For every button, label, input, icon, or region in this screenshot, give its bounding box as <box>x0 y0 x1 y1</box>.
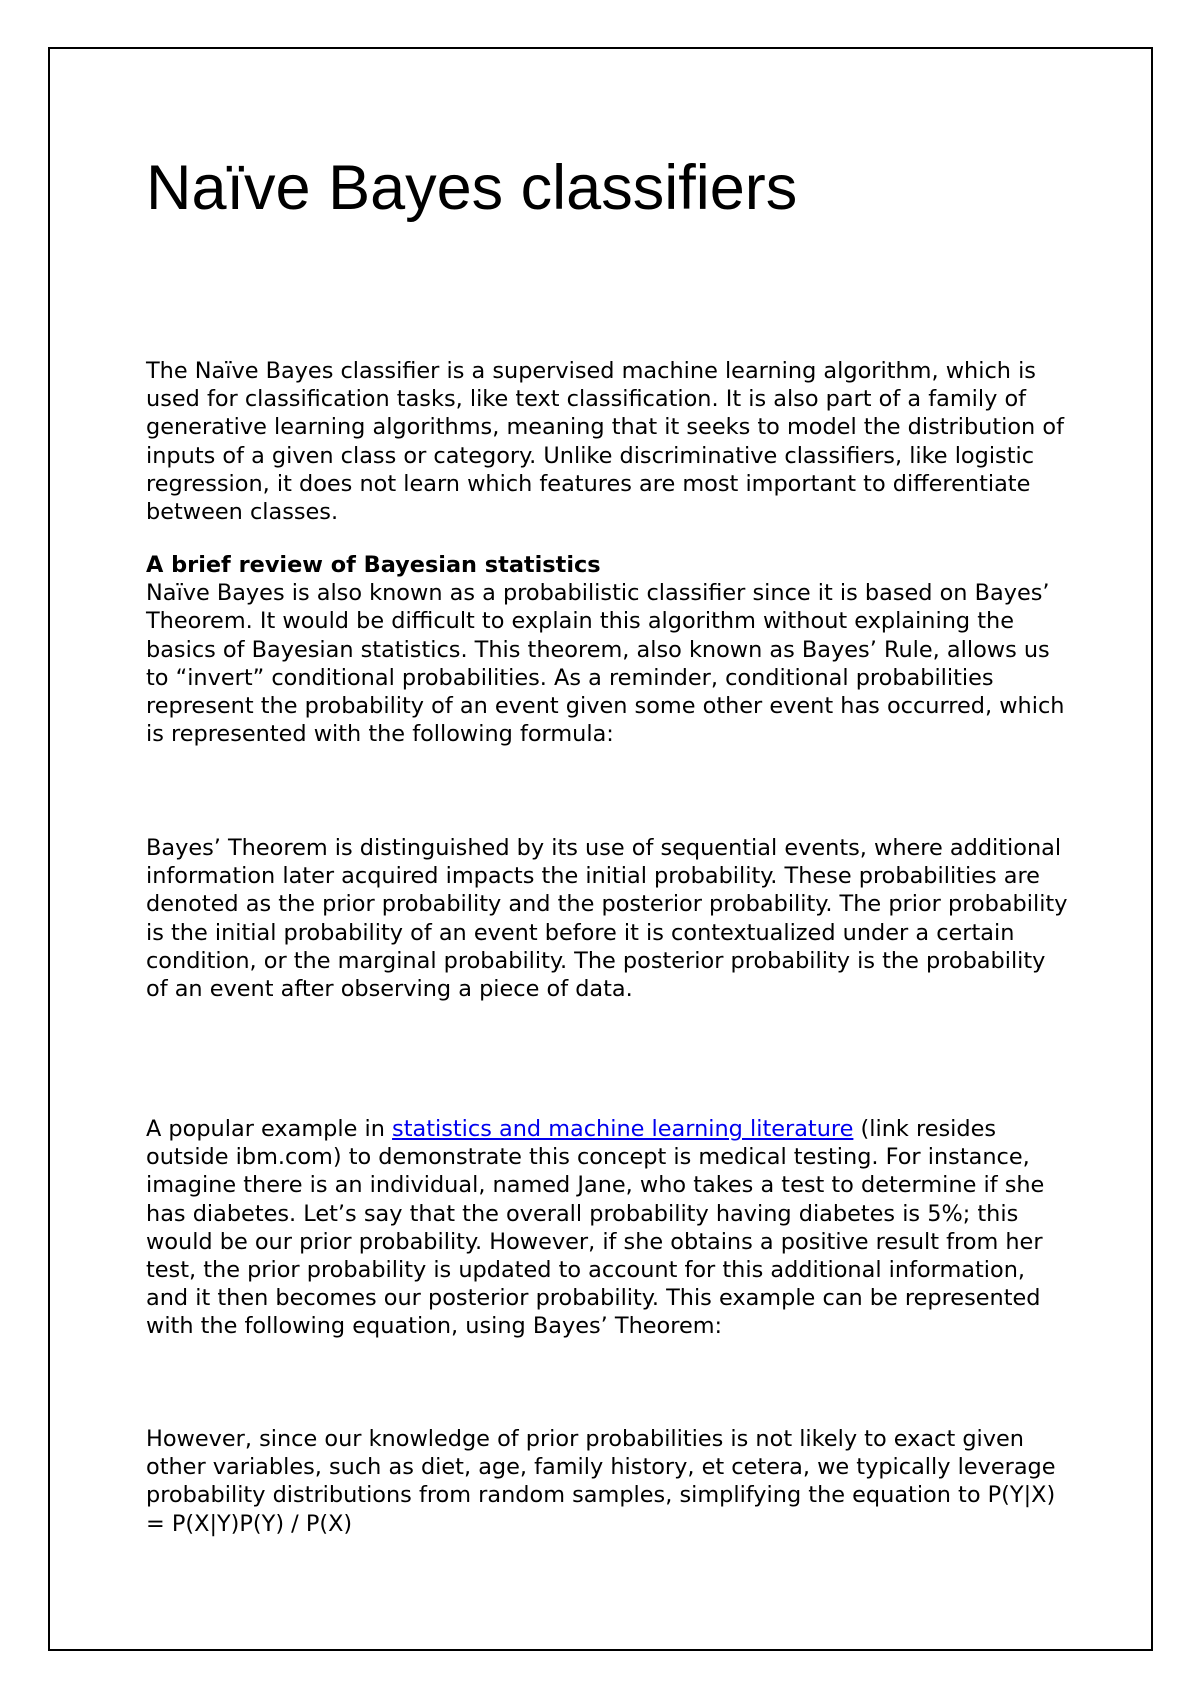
page-title: Naïve Bayes classifiers <box>146 153 798 223</box>
intro-paragraph: The Naïve Bayes classifier is a supervised machine learning algorithm, which is used for classification tasks, like text classification. It is also part of a family of generative learning algorithms, meaning that it seeks to model the distribution of inputs of a given class or category. Unlike discriminative classifiers, like logistic regression, it does not learn which features are most important to differentiate between classes. <box>146 358 1064 526</box>
closing-paragraph: However, since our knowledge of prior probabilities is not likely to exact given other variables, such as diet, age, family history, et cetera, we typically leverage probability distributions from random samples, simplifying the equation to P(Y|X) = P(X|Y)P(Y) / P(X) <box>146 1426 1056 1537</box>
section-heading: A brief review of Bayesian statistics <box>146 552 601 578</box>
section-body: Naïve Bayes is also known as a probabilistic classifier since it is based on Bayes’ Theorem. It would be difficult to explain this algorithm without explaining the basics of Bayesian statistics. This theorem, also known as Bayes’ Rule, allows us to “invert” conditional probabilities. As a reminder, conditional probabilities represent the probability of an event given some other event has occurred, which is represented with the following formula: <box>146 580 1065 748</box>
example-suffix: (link resides outside ibm.com) to demonstrate this concept is medical testing. For instance, imagine there is an individual, named Jane, who takes a test to determine if she has diabetes. Let’s say that the overall probability having diabetes is 5%; this would be our prior probability. However, if she obtains a positive result from her test, the prior probability is updated to account for this additional information, and it then becomes our posterior probability. This example can be represented with the following equation, using Bayes’ Theorem: <box>146 1116 1045 1340</box>
example-prefix: A popular example in <box>146 1116 393 1142</box>
theorem-paragraph: Bayes’ Theorem is distinguished by its use of sequential events, where additional information later acquired impacts the initial probability. These probabilities are denoted as the prior probability and the posterior probability. The prior probability is the initial probability of an event before it is contextualized under a certain condition, or the marginal probability. The posterior probability is the probability of an event after observing a piece of data. <box>146 835 1068 1003</box>
literature-link[interactable]: statistics and machine learning literature <box>392 1116 854 1142</box>
bayesian-review-section <box>146 551 1071 748</box>
example-paragraph <box>146 1115 1071 1341</box>
